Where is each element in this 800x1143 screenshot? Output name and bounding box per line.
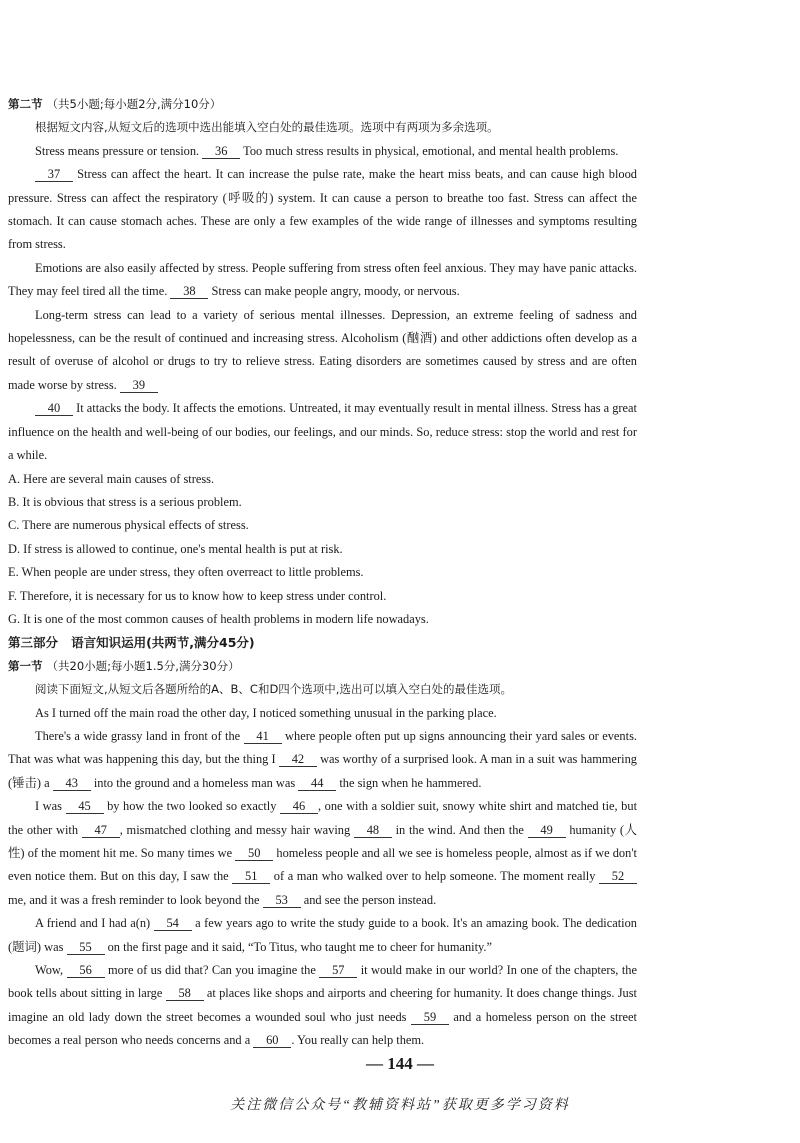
part3-title: 第三部分 — [8, 635, 59, 651]
option-C: C. There are numerous physical effects of stress. — [8, 518, 249, 533]
paragraph-text: was worthy of a surprised look. A man in a suit was hammering (锤击) a — [8, 752, 637, 790]
blank-56: 56 — [67, 963, 105, 978]
paragraph-text: Wow, — [35, 963, 67, 978]
blank-59: 59 — [411, 1010, 449, 1025]
section1-instruction: 阅读下面短文,从短文后各题所给的A、B、C和D四个选项中,选出可以填入空白处的最佳选项。 — [35, 682, 512, 697]
paragraph-text: Long-term stress can lead to a variety of serious mental illnesses. Depression, an extreme feeling of sadness and hopelessness, can be the result of continued and increasing stress. Alcoholism (酗酒) and other addictions often develop as a result of overuse of alcohol or drugs to try to relieve stress. Eating disorders are sometimes caused by stress and are often made worse by stress. — [8, 307, 637, 392]
blank-40: 40 — [35, 401, 73, 416]
part3-subtitle: 语言知识运用(共两节,满分45分) — [71, 635, 255, 651]
paragraph-text: the sign when he hammered. — [336, 775, 482, 790]
blank-55: 55 — [67, 940, 105, 955]
paragraph-text: it would make in our world? In one of the chapters, the book tells about sitting in large — [8, 963, 637, 1001]
section1-heading — [8, 655, 637, 678]
paragraph-text: As I turned off the main road the other day, I noticed something unusual in the parking place. — [35, 705, 497, 720]
option-F: F. Therefore, it is necessary for us to know how to keep stress under control. — [8, 588, 387, 603]
option-A: A. Here are several main causes of stress. — [8, 471, 215, 486]
paragraph-text: me, and it was a fresh reminder to look beyond the — [8, 892, 263, 907]
section2-heading — [8, 93, 637, 116]
part3-heading — [8, 631, 637, 654]
blank-44: 44 — [298, 776, 336, 791]
section2-options — [8, 468, 637, 632]
blank-60: 60 — [253, 1033, 291, 1048]
blank-45: 45 — [66, 799, 104, 814]
blank-39: 39 — [120, 378, 158, 393]
paragraph-text: at places like shops and airports and cheering for humanity. It does change things. Just imagine an old lady down the street becomes a wounded soul who just needs — [8, 986, 637, 1024]
paragraph — [8, 795, 637, 912]
section1-title: 第一节 — [8, 658, 43, 673]
paragraph-text: into the ground and a homeless man was — [90, 775, 299, 790]
option-B: B. It is obvious that stress is a serious problem. — [8, 494, 242, 509]
blank-46: 46 — [280, 799, 318, 814]
blank-43: 43 — [53, 776, 91, 791]
paragraph-text: , one with a soldier suit, snowy white shirt and matched tie, but the other with — [8, 799, 638, 837]
blank-37: 37 — [35, 167, 73, 182]
paragraph-text: of a man who walked over to help someone. The moment really — [270, 869, 599, 884]
paragraph-text: I was — [35, 799, 66, 814]
paragraph-text: and see the person instead. — [300, 892, 437, 907]
paragraph-text: Stress can make people angry, moody, or nervous. — [208, 284, 460, 299]
section2-instruction: 根据短文内容,从短文后的选项中选出能填入空白处的最佳选项。选项中有两项为多余选项。 — [35, 120, 499, 135]
paragraph-text: , mismatched clothing and messy hair waving — [119, 822, 354, 837]
blank-38: 38 — [170, 284, 208, 299]
blank-53: 53 — [263, 893, 301, 908]
option-G: G. It is one of the most common causes of health problems in modern life nowadays. — [8, 611, 429, 626]
paragraph-text: homeless people and all we see is homeless people, almost as if we don't even notice them. But on this day, I saw the — [8, 846, 637, 884]
paragraph-text: a few years ago to write the study guide to a book. It's an amazing book. The dedication (题词) was — [8, 916, 637, 954]
paragraph — [8, 912, 637, 959]
paragraph-text: by how the two looked so exactly — [103, 799, 280, 814]
blank-49: 49 — [528, 823, 566, 838]
page-content — [8, 93, 637, 1053]
paragraph — [8, 702, 637, 725]
paragraph-text: Stress means pressure or tension. — [35, 143, 203, 158]
section2-subtitle: （共5小题;每小题2分,满分10分） — [46, 97, 222, 111]
page-number: — 144 — — [366, 1054, 434, 1073]
section2-passage — [8, 140, 637, 468]
blank-47: 47 — [82, 823, 120, 838]
paragraph — [8, 304, 637, 398]
paragraph-text: and a homeless person on the street becomes a real person who needs concerns and a — [8, 1009, 637, 1048]
option-D: D. If stress is allowed to continue, one's mental health is put at risk. — [8, 541, 343, 556]
paragraph-text: Too much stress results in physical, emotional, and mental health problems. — [240, 143, 619, 158]
paragraph-text: where people often put up signs announcing their yard sales or events. That was what was happening this day, but the thing I — [8, 728, 637, 767]
paragraph-text: A friend and I had a(n) — [35, 916, 154, 931]
blank-36: 36 — [202, 144, 240, 159]
paragraph-text: It attacks the body. It affects the emotions. Untreated, it may eventually result in mental illness. Stress has a great influence on the health and well-being of our bodies, our feelings, and our minds. So, reduce stress: stop the world and rest for a while. — [8, 401, 637, 463]
option-E: E. When people are under stress, they often overreact to little problems. — [8, 565, 364, 580]
paragraph — [8, 725, 637, 795]
paragraph-text: Emotions are also easily affected by stress. People suffering from stress often feel anxious. They may have panic attacks. They may feel tired all the time. — [8, 260, 637, 299]
section1-subtitle: （共20小题;每小题1.5分,满分30分） — [46, 658, 240, 673]
blank-57: 57 — [319, 963, 357, 978]
paragraph-text: in the wind. And then the — [391, 822, 528, 837]
paragraph-text: more of us did that? Can you imagine the — [104, 963, 320, 978]
paragraph-text: There's a wide grassy land in front of the — [35, 728, 244, 743]
blank-50: 50 — [235, 846, 273, 861]
paragraph — [8, 959, 637, 1053]
paragraph-text: . You really can help them. — [291, 1033, 425, 1048]
paragraph — [8, 397, 637, 467]
blank-52: 52 — [599, 869, 637, 884]
footer-note: 关注微信公众号“教辅资料站”获取更多学习资料 — [230, 1098, 570, 1113]
paragraph-text: on the first page and it said, “To Titus, who taught me to cheer for humanity.” — [104, 939, 493, 954]
blank-41: 41 — [244, 729, 282, 744]
section1-passage — [8, 702, 637, 1053]
section2-title: 第二节 — [8, 97, 43, 111]
blank-42: 42 — [279, 752, 317, 767]
paragraph — [8, 163, 637, 257]
blank-54: 54 — [154, 916, 192, 931]
paragraph-text: humanity (人性) of the moment hit me. So many times we — [8, 822, 637, 860]
paragraph — [8, 140, 637, 163]
blank-51: 51 — [232, 869, 270, 884]
blank-48: 48 — [354, 823, 392, 838]
blank-58: 58 — [166, 986, 204, 1001]
paragraph-text: Stress can affect the heart. It can increase the pulse rate, make the heart miss beats, and can cause high blood pressure. Stress can affect the respiratory (呼吸的) system. It can cause a person to breathe too fast. Stress can affect the stomach. It can cause stomach aches. These are only a few examples of the wide range of illnesses and symptoms resulting from stress. — [8, 167, 637, 252]
paragraph — [8, 257, 637, 304]
